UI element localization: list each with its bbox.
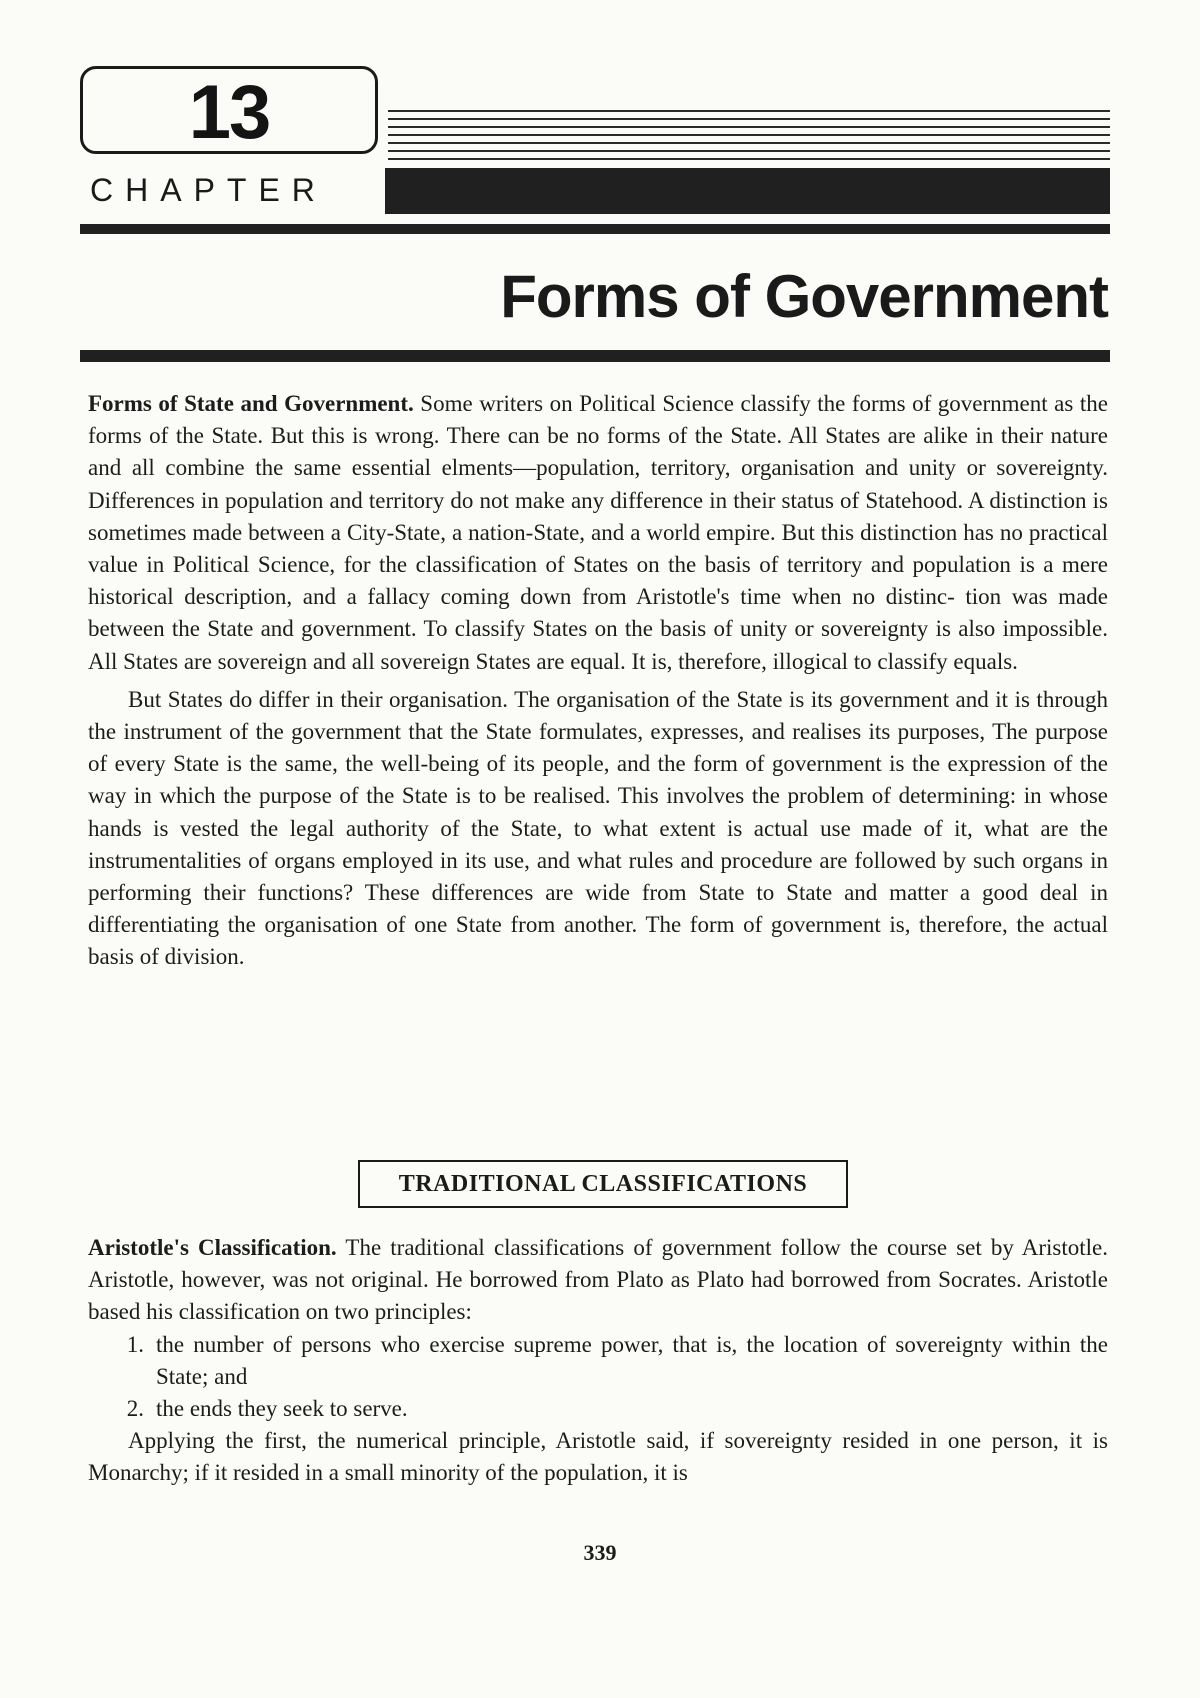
section-traditional	[88, 1232, 1108, 1490]
header-rule	[388, 110, 1110, 112]
header-rule	[388, 118, 1110, 120]
paragraph	[88, 388, 1108, 678]
list-item	[88, 1329, 1108, 1393]
paragraph	[88, 1232, 1108, 1329]
paragraph-text: Some writers on Political Science classify the forms of government as the forms of the State. But this is wrong. There can be no forms of the State. All States are alike in their nature and all combine the same essential elments—population, territory, organisation and unity or sovereignty. Differences in population and territory do not make any difference in their status of Statehood. A distinction is sometimes made between a City-State, a nation-State, and a world empire. But this distinction has no practical value in Political Science, for the classification of States on the basis of territory and population is a mere historical description, and a fallacy coming down from Aristotle's time when no distinc- tion was made between the State and government. To classify States on the basis of unity or sovereignty is also impossible. All States are sovereign and all sovereign States are equal. It is, therefore, illogical to classify equals.	[88, 391, 1108, 674]
chapter-number: 13	[188, 70, 270, 155]
list-item-text: the ends they seek to serve.	[156, 1396, 408, 1422]
page-number: 339	[583, 1540, 617, 1565]
title-underline	[80, 350, 1110, 362]
header-underline	[80, 224, 1110, 234]
header-rule	[388, 126, 1110, 128]
section-intro	[88, 388, 1108, 974]
chapter-title: Forms of Government	[500, 263, 1108, 330]
paragraph-lead: Aristotle's Classification.	[88, 1235, 337, 1260]
header-rule	[388, 158, 1110, 160]
header-rule	[388, 134, 1110, 136]
header-rule	[388, 142, 1110, 144]
list-item-number: 2.	[126, 1396, 144, 1422]
list-item	[88, 1393, 1108, 1425]
list-item-text: the number of persons who exercise supreme power, that is, the location of sovereignty within the State; and	[156, 1331, 1108, 1389]
paragraph-text: The traditional classifications of government follow the course set by Aristotle. Aristotle, however, was not original. He borrowed from Plato as Plato had borrowed from Socrates. Aristotle based his classification on two principles:	[88, 1235, 1108, 1325]
chapter-label: CHAPTER	[86, 171, 337, 209]
principles-list	[88, 1329, 1108, 1426]
header-rule	[388, 150, 1110, 152]
chapter-number-box	[80, 66, 378, 154]
section-heading: TRADITIONAL CLASSIFICATIONS	[358, 1160, 848, 1208]
paragraph: But States do differ in their organisation. The organisation of the State is its government and it is through the instrument of the government that the State formulates, expresses, and realises its purposes, The purpose of every State is the same, the well-being of its people, and the form of government is the expression of the way in which the purpose of the State is to be realised. This involves the problem of determining: in whose hands is vested the legal authority of the State, to what extent is actual use made of it, what are the instrumentalities of organs employed in its use, and what rules and procedure are followed by such organs in performing their functions? These differences are wide from State to State and matter a good deal in differentiating the organisation of one State from another. The form of government is, therefore, the actual basis of division.	[88, 686, 1108, 970]
paragraph: Applying the first, the numerical principle, Aristotle said, if sovereignty resided in one person, it is Monarchy; if it resided in a small minority of the population, it is	[88, 1428, 1108, 1486]
list-item-number: 1.	[126, 1331, 144, 1357]
paragraph-lead: Forms of State and Government.	[88, 391, 414, 416]
